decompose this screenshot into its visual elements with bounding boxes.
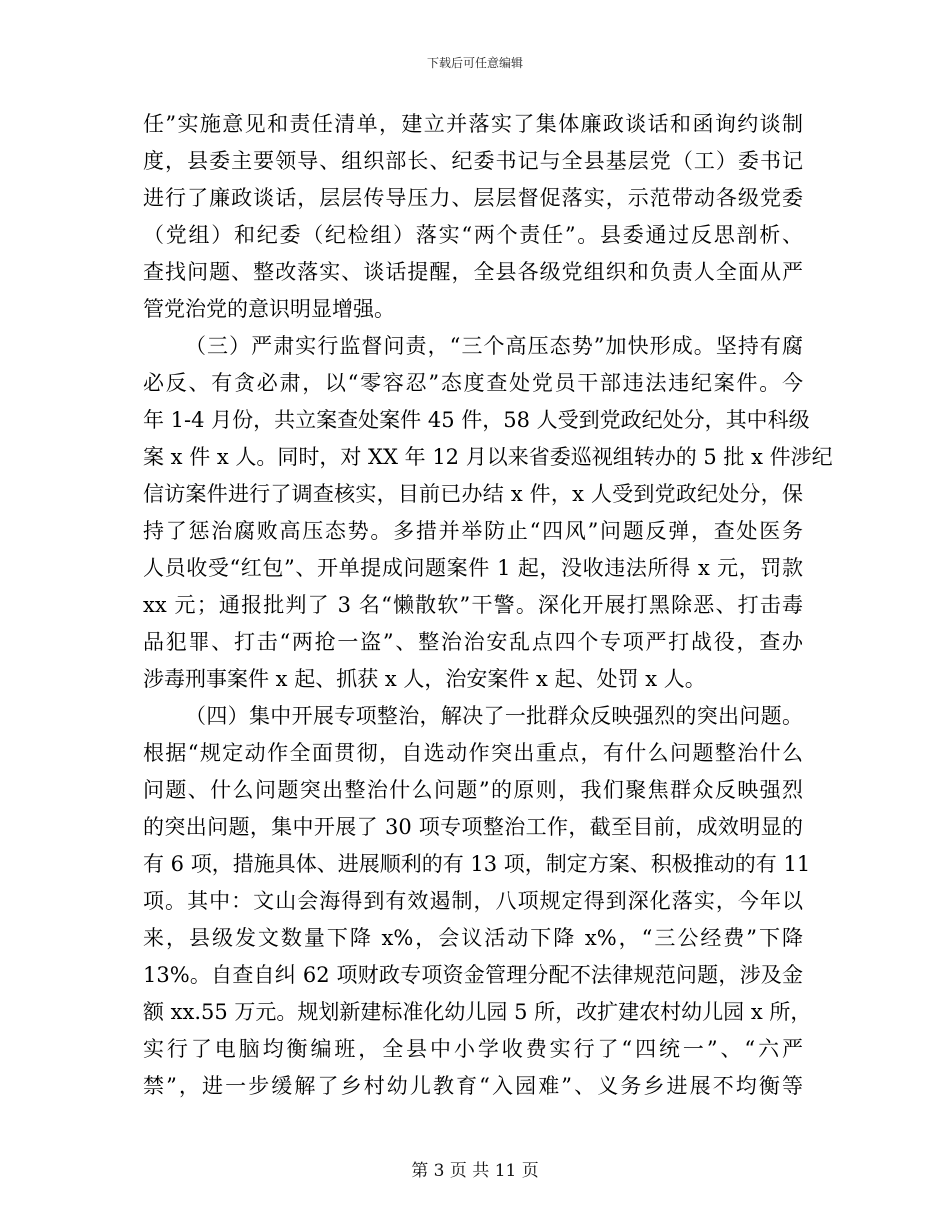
text-line: 进行了廉政谈话，层层传导压力、层层督促落实，示范带动各级党委 — [143, 186, 803, 210]
text-line: （党组）和纪委（纪检组）落实“两个责任”。县委通过反思剖析、 — [143, 223, 803, 247]
text-line: 项。其中：文山会海得到有效遏制，八项规定得到深化落实，今年以 — [143, 889, 803, 913]
page-header: 下载后可任意编辑 — [426, 56, 523, 70]
text-line: 年 1-4 月份，共立案查处案件 45 件，58 人受到党政纪处分，其中科级 — [143, 408, 810, 432]
text-line: 人员收受“红包”、开单提成问题案件 1 起，没收违法所得 x 元，罚款 — [143, 556, 803, 580]
text-line: 根据“规定动作全面贯彻，自选动作突出重点，有什么问题整治什么 — [143, 741, 803, 765]
section-heading-line: （三）严肃实行监督问责，“三个高压态势”加快形成。坚持有腐 — [185, 334, 803, 358]
section-heading-line: （四）集中开展专项整治，解决了一批群众反映强烈的突出问题。 — [185, 704, 803, 728]
text-line: 持了惩治腐败高压态势。多措并举防止“四风”问题反弹，查处医务 — [143, 519, 803, 543]
text-line: 查找问题、整改落实、谈话提醒，全县各级党组织和负责人全面从严 — [143, 260, 803, 284]
text-line: 来，县级发文数量下降 x%，会议活动下降 x%，“三公经费”下降 — [143, 926, 803, 950]
text-line: 必反、有贪必肃，以“零容忍”态度查处党员干部违法违纪案件。今 — [143, 371, 803, 395]
text-line: 额 xx.55 万元。规划新建标准化幼儿园 5 所，改扩建农村幼儿园 x 所， — [143, 1000, 812, 1024]
text-line: 案 x 件 x 人。同时，对 XX 年 12 月以来省委巡视组转办的 5 批 x 件涉纪 — [143, 445, 833, 469]
text-line: 任”实施意见和责任清单，建立并落实了集体廉政谈话和函询约谈制 — [143, 112, 803, 136]
text-line: 品犯罪、打击“两抢一盗”、整治治安乱点四个专项严打战役，查办 — [143, 630, 803, 654]
text-line: 禁”，进一步缓解了乡村幼儿教育“入园难”、义务乡进展不均衡等 — [143, 1074, 803, 1098]
text-line: 信访案件进行了调查核实，目前已办结 x 件，x 人受到党政纪处分，保 — [143, 482, 803, 506]
text-line: 问题、什么问题突出整治什么问题”的原则，我们聚焦群众反映强烈 — [143, 778, 803, 802]
text-line: 管党治党的意识明显增强。 — [143, 297, 395, 321]
text-line: 有 6 项，措施具体、进展顺利的有 13 项，制定方案、积极推动的有 11 — [143, 852, 811, 876]
text-line: 实行了电脑均衡编班，全县中小学收费实行了“四统一”、“六严 — [143, 1037, 803, 1061]
text-line: 度，县委主要领导、组织部长、纪委书记与全县基层党（工）委书记 — [143, 149, 803, 173]
text-line: 涉毒刑事案件 x 起、抓获 x 人，治安案件 x 起、处罚 x 人。 — [143, 667, 706, 691]
text-line: 的突出问题，集中开展了 30 项专项整治工作，截至目前，成效明显的 — [143, 815, 803, 839]
text-line: 13%。自查自纠 62 项财政专项资金管理分配不法律规范问题，涉及金 — [143, 963, 803, 987]
page-footer: 第 3 页 共 11 页 — [411, 1161, 539, 1181]
text-line: xx 元；通报批判了 3 名“懒散软”干警。深化开展打黑除恶、打击毒 — [143, 593, 803, 617]
document-body — [143, 106, 833, 1105]
